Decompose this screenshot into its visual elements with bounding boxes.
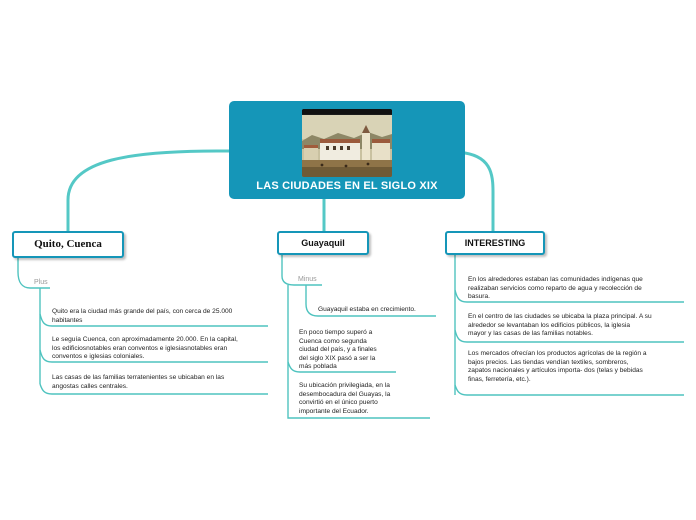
note-guayaquil-3[interactable]: Su ubicación privilegiada, en la desembocadura del Guayas, la convirtió en el único puerto importante del Ecuador. [299, 382, 391, 415]
topic-quito-cuenca[interactable]: Quito, Cuenca [12, 231, 124, 258]
underline-interesting-note-3 [455, 385, 684, 395]
central-title: LAS CIUDADES EN EL SIGLO XIX [256, 180, 438, 192]
connector-central-interesting [465, 153, 493, 231]
note-interesting-3[interactable]: Los mercados ofrecían los productos agrícolas de la región a bajos precios. Las tiendas vendían textiles, sombreros, zapatos nacionales y artículos importa- dos (telas y bebidas finas, ferretería, etc.). [468, 350, 647, 383]
topic-guayaquil[interactable]: Guayaquil [277, 231, 369, 255]
colonial-city-image [302, 109, 392, 177]
note-interesting-2[interactable]: En el centro de las ciudades se ubicaba la plaza principal. A su alrededor se levantaban los edificios públicos, la iglesia mayor y las casas de las familias notables. [468, 313, 652, 338]
label-minus[interactable]: Minus [298, 276, 317, 283]
note-guayaquil-1[interactable]: Guayaquil estaba en crecimiento. [318, 306, 416, 313]
central-topic[interactable] [229, 101, 465, 199]
note-quito-3[interactable]: Las casas de las familias terratenientes se ubicaban en las angostas calles centrales. [52, 374, 225, 390]
note-interesting-1[interactable]: En los alrededores estaban las comunidades indígenas que realizaban servicios como reparto de agua y recolección de basura. [468, 276, 643, 301]
note-guayaquil-2[interactable]: En poco tiempo superó a Cuenca como segunda ciudad del país, y a finales del siglo XIX pasó a ser la más poblada [299, 329, 377, 371]
note-quito-2[interactable]: Le seguía Cuenca, con aproximadamente 20.000. En la capital, los edificiosnotables eran conventos e iglesiasnotables eran conventos e iglesias coloniales. [52, 336, 238, 361]
topic-interesting[interactable]: INTERESTING [445, 231, 545, 255]
connector-central-quito [68, 151, 229, 231]
label-plus[interactable]: Plus [34, 279, 48, 286]
note-quito-1[interactable]: Quito era la ciudad más grande del país, con cerca de 25.000 habitantes [52, 308, 233, 324]
